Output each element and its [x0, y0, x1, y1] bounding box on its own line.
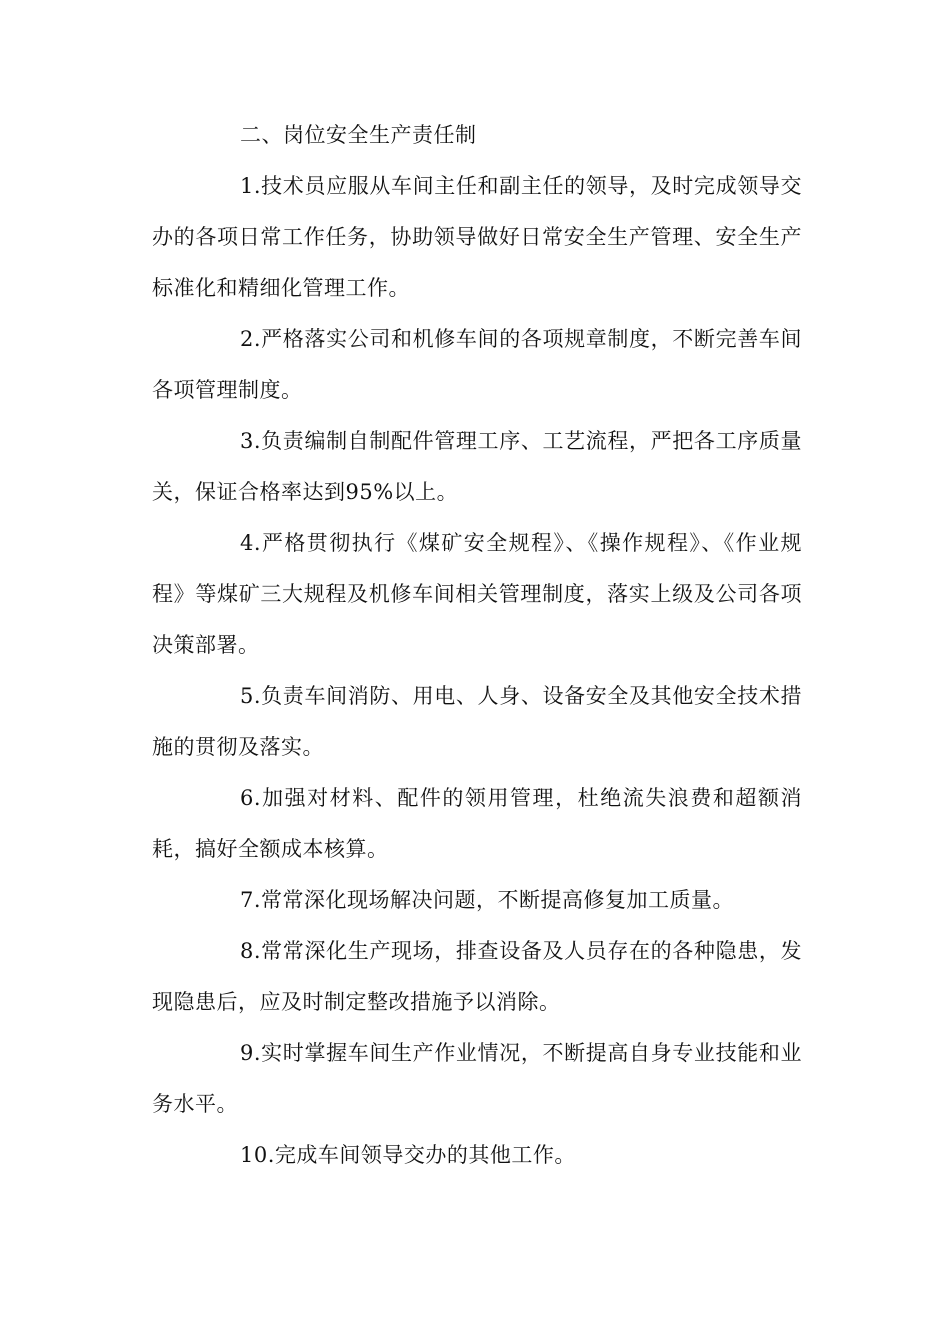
paragraph-10: 10.完成车间领导交办的其他工作。	[240, 1143, 576, 1167]
paragraph-6: 6.加强对材料、配件的领用管理，杜绝流失浪费和超额消耗，搞好全额成本核算。	[152, 786, 802, 861]
section-heading: 二、岗位安全生产责任制	[240, 123, 477, 147]
paragraph-1: 1.技术员应服从车间主任和副主任的领导，及时完成领导交办的各项日常工作任务，协助领导做好日常安全生产管理、安全生产标准化和精细化管理工作。	[152, 174, 802, 300]
document-page	[152, 110, 802, 1181]
paragraph-8: 8.常常深化生产现场，排查设备及人员存在的各种隐患，发现隐患后，应及时制定整改措施予以消除。	[152, 939, 802, 1014]
paragraph-2: 2.严格落实公司和机修车间的各项规章制度，不断完善车间各项管理制度。	[152, 327, 802, 402]
paragraph-4: 4.严格贯彻执行《煤矿安全规程》、《操作规程》、《作业规程》等煤矿三大规程及机修车间相关管理制度，落实上级及公司各项决策部署。	[152, 531, 802, 657]
paragraph-3: 3.负责编制自制配件管理工序、工艺流程，严把各工序质量关，保证合格率达到95%以上。	[152, 429, 802, 504]
paragraph-9: 9.实时掌握车间生产作业情况，不断提高自身专业技能和业务水平。	[152, 1041, 802, 1116]
paragraph-7: 7.常常深化现场解决问题，不断提高修复加工质量。	[240, 888, 735, 912]
paragraph-5: 5.负责车间消防、用电、人身、设备安全及其他安全技术措施的贯彻及落实。	[152, 684, 802, 759]
